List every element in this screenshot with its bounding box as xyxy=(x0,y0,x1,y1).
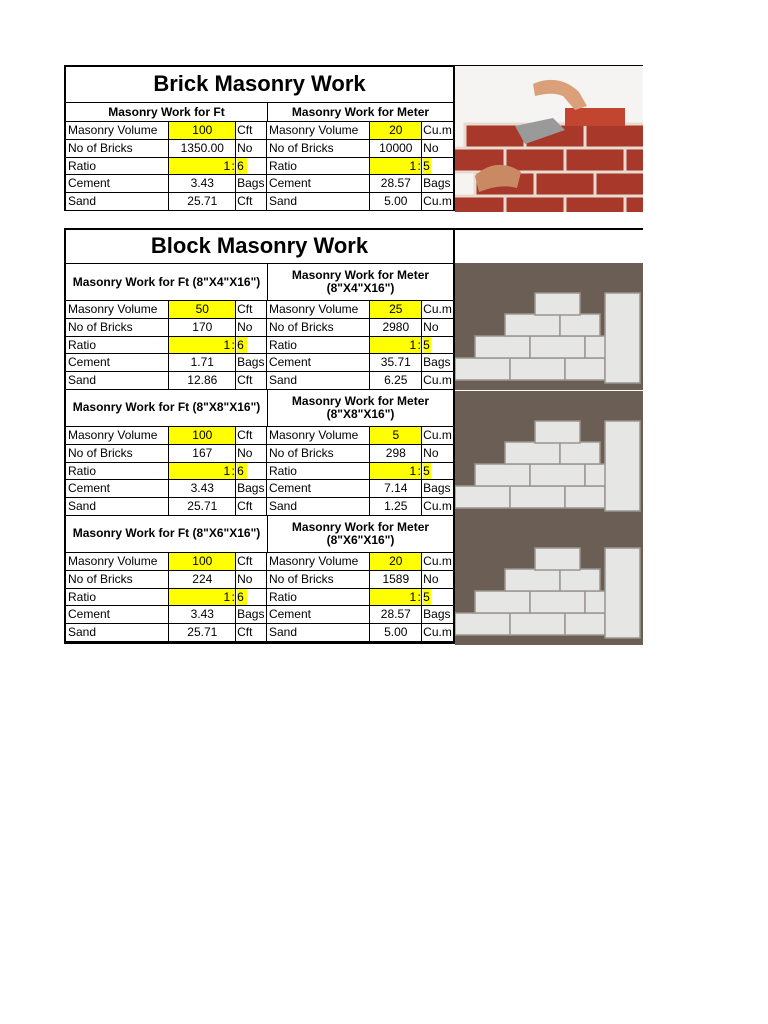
ratio-ft-sand-cell[interactable] xyxy=(236,337,267,354)
unit-ft: No xyxy=(236,571,267,588)
ratio-ft-cement-part[interactable]: 1 xyxy=(223,463,231,478)
unit-ft: Bags xyxy=(236,606,267,623)
row-label-meter: No of Bricks xyxy=(267,319,370,336)
ratio-ft-sand-part[interactable]: 6 xyxy=(237,337,247,354)
row-label: No of Bricks xyxy=(66,445,169,462)
table-row xyxy=(66,158,455,176)
table-row xyxy=(66,553,455,571)
ratio-meter-sand-part[interactable]: 5 xyxy=(423,337,430,352)
block-section-header xyxy=(66,264,455,301)
volume-ft-input[interactable]: 100 xyxy=(169,122,236,139)
value-meter: 28.57 xyxy=(370,175,422,192)
table-row xyxy=(66,498,455,516)
value-meter: 5.00 xyxy=(370,193,422,210)
unit-meter: Cu.m xyxy=(423,625,452,640)
value-ft: 25.71 xyxy=(169,193,236,210)
table-row xyxy=(66,122,455,140)
row-label-meter: Masonry Volume xyxy=(267,122,370,139)
unit-meter: Cu.m xyxy=(423,302,452,316)
table-row xyxy=(66,337,455,355)
table-row xyxy=(66,175,455,193)
value-meter: 10000 xyxy=(370,140,422,157)
ratio-ft-sand-cell[interactable] xyxy=(236,589,267,606)
unit-ft: Cft xyxy=(236,553,267,570)
ratio-ft-cell[interactable] xyxy=(169,158,236,175)
unit-meter: Cu.m xyxy=(423,373,452,388)
value-ft: 1.71 xyxy=(169,354,236,371)
unit-meter: Bags xyxy=(423,355,451,370)
value-meter: 2980 xyxy=(370,319,422,336)
ratio-label: Ratio xyxy=(66,337,169,354)
ratio-ft-cell[interactable] xyxy=(169,337,236,354)
row-label-meter: Cement xyxy=(267,354,370,371)
ratio-meter-sand-cell[interactable] xyxy=(422,158,453,175)
value-ft: 224 xyxy=(169,571,236,588)
ratio-label-meter: Ratio xyxy=(267,337,370,354)
unit-ft: Cft xyxy=(236,498,267,515)
unit-ft: No xyxy=(236,140,267,157)
volume-ft-input[interactable]: 100 xyxy=(169,553,236,570)
row-label-meter: Cement xyxy=(267,175,370,192)
row-label-meter: No of Bricks xyxy=(267,140,370,157)
ratio-meter-cell[interactable] xyxy=(370,337,422,354)
row-label-meter: Masonry Volume xyxy=(267,301,370,318)
value-ft: 25.71 xyxy=(169,498,236,515)
brick-meter-header: Masonry Work for Meter xyxy=(291,104,430,119)
ratio-separator: : xyxy=(231,589,235,604)
ratio-ft-sand-part[interactable]: 6 xyxy=(237,158,247,175)
ratio-separator: : xyxy=(231,337,235,352)
ratio-meter-sand-cell[interactable] xyxy=(422,337,453,354)
table-row xyxy=(66,606,455,624)
block-meter-header: Masonry Work for Meter (8"X4"X16") xyxy=(291,268,430,295)
value-meter: 6.25 xyxy=(370,372,422,389)
row-label-meter: No of Bricks xyxy=(267,445,370,462)
ratio-meter-sand-part[interactable]: 5 xyxy=(423,158,430,173)
ratio-meter-sand-part[interactable]: 5 xyxy=(423,589,430,604)
block-title: Block Masonry Work xyxy=(66,230,455,264)
row-label: Sand xyxy=(66,498,169,515)
unit-meter: No xyxy=(423,571,439,586)
brick-title: Brick Masonry Work xyxy=(66,67,455,103)
unit-meter: Cu.m xyxy=(423,123,452,137)
ratio-ft-cement-part[interactable]: 1 xyxy=(223,589,231,604)
block-wall-graphic-2 xyxy=(455,391,643,518)
row-label-meter: Cement xyxy=(267,606,370,623)
table-row xyxy=(66,624,455,642)
row-label-meter: Sand xyxy=(267,498,370,515)
row-label: Sand xyxy=(66,193,169,210)
ratio-separator: : xyxy=(417,337,421,352)
ratio-ft-sand-cell[interactable] xyxy=(236,158,267,175)
unit-meter: Cu.m xyxy=(423,553,452,568)
bricklaying-photo xyxy=(455,66,643,212)
bricklaying-photo-graphic xyxy=(455,66,643,212)
ratio-ft-sand-part[interactable]: 6 xyxy=(237,589,247,606)
row-label-meter: Sand xyxy=(267,624,370,641)
value-meter: 1589 xyxy=(370,571,422,588)
volume-meter-input[interactable]: 25 xyxy=(370,301,422,318)
block-ft-header: Masonry Work for Ft (8"X8"X16") xyxy=(66,390,268,426)
block-meter-header: Masonry Work for Meter (8"X6"X16") xyxy=(291,519,430,547)
ratio-ft-cement-part[interactable]: 1 xyxy=(223,158,231,173)
row-label: Cement xyxy=(66,606,169,623)
ratio-separator: : xyxy=(417,158,421,173)
value-meter: 298 xyxy=(370,445,422,462)
block-meter-header: Masonry Work for Meter (8"X8"X16") xyxy=(291,393,430,421)
unit-meter: No xyxy=(423,445,439,460)
unit-meter: Bags xyxy=(423,176,451,191)
ratio-label: Ratio xyxy=(66,589,169,606)
unit-meter: Cu.m xyxy=(423,499,452,514)
value-ft: 3.43 xyxy=(169,606,236,623)
block-wall-photo-2 xyxy=(455,391,643,518)
block-section-header xyxy=(66,390,455,427)
value-ft: 1350.00 xyxy=(169,140,236,157)
row-label: Sand xyxy=(66,624,169,641)
value-meter: 28.57 xyxy=(370,606,422,623)
value-ft: 12.86 xyxy=(169,372,236,389)
block-ft-header: Masonry Work for Ft (8"X4"X16") xyxy=(66,264,268,300)
row-label: Sand xyxy=(66,372,169,389)
unit-meter: Cu.m xyxy=(423,194,452,209)
table-row xyxy=(66,354,455,372)
block-wall-graphic-1 xyxy=(455,263,643,390)
table-row xyxy=(66,463,455,481)
unit-ft: Cft xyxy=(236,193,267,210)
ratio-meter-sand-cell[interactable] xyxy=(422,463,453,480)
ratio-separator: : xyxy=(231,158,235,173)
volume-ft-input[interactable]: 100 xyxy=(169,427,236,444)
ratio-separator: : xyxy=(417,589,421,604)
table-row xyxy=(66,319,455,337)
ratio-meter-sand-cell[interactable] xyxy=(422,589,453,606)
ratio-meter-cement-part[interactable]: 1 xyxy=(409,337,417,352)
value-ft: 170 xyxy=(169,319,236,336)
table-row xyxy=(66,445,455,463)
row-label-meter: Cement xyxy=(267,480,370,497)
unit-ft: Cft xyxy=(236,624,267,641)
table-row xyxy=(66,140,455,158)
ratio-meter-cell[interactable] xyxy=(370,589,422,606)
row-label-meter: No of Bricks xyxy=(267,571,370,588)
row-label: Masonry Volume xyxy=(66,553,169,570)
ratio-ft-cement-part[interactable]: 1 xyxy=(223,337,231,352)
block-ft-header: Masonry Work for Ft (8"X6"X16") xyxy=(66,516,268,552)
row-label: No of Bricks xyxy=(66,571,169,588)
unit-ft: Cft xyxy=(236,372,267,389)
unit-ft: Cft xyxy=(236,301,267,318)
ratio-meter-cell[interactable] xyxy=(370,463,422,480)
table-row xyxy=(66,372,455,390)
row-label-meter: Masonry Volume xyxy=(267,553,370,570)
row-label: Masonry Volume xyxy=(66,122,169,139)
ratio-label-meter: Ratio xyxy=(267,158,370,175)
unit-ft: Cft xyxy=(236,427,267,444)
value-ft: 167 xyxy=(169,445,236,462)
unit-meter: Cu.m xyxy=(423,427,452,442)
volume-meter-input[interactable]: 20 xyxy=(370,122,422,139)
row-label: Masonry Volume xyxy=(66,427,169,444)
value-meter: 5.00 xyxy=(370,624,422,641)
row-label: Cement xyxy=(66,480,169,497)
row-label-meter: Sand xyxy=(267,372,370,389)
ratio-label: Ratio xyxy=(66,463,169,480)
ratio-meter-cement-part[interactable]: 1 xyxy=(409,589,417,604)
block-wall-photo-1 xyxy=(455,263,643,390)
ratio-label: Ratio xyxy=(66,158,169,175)
brick-ft-header: Masonry Work for Ft xyxy=(66,103,268,121)
volume-meter-input[interactable]: 20 xyxy=(370,553,422,570)
table-row xyxy=(66,301,455,319)
table-row xyxy=(66,571,455,589)
ratio-label-meter: Ratio xyxy=(267,463,370,480)
row-label-meter: Sand xyxy=(267,193,370,210)
block-wall-graphic-3 xyxy=(455,518,643,645)
row-label: Cement xyxy=(66,175,169,192)
ratio-ft-sand-cell[interactable] xyxy=(236,463,267,480)
row-label-meter: Masonry Volume xyxy=(267,427,370,444)
block-section-header xyxy=(66,516,455,553)
table-row xyxy=(66,480,455,498)
ratio-ft-sand-part[interactable]: 6 xyxy=(237,463,247,480)
block-wall-photo-3 xyxy=(455,518,643,645)
unit-ft: Bags xyxy=(236,354,267,371)
unit-ft: No xyxy=(236,319,267,336)
ratio-label-meter: Ratio xyxy=(267,589,370,606)
value-meter: 7.14 xyxy=(370,480,422,497)
unit-meter: No xyxy=(423,140,439,155)
unit-ft: Bags xyxy=(236,175,267,192)
value-ft: 25.71 xyxy=(169,624,236,641)
row-label: No of Bricks xyxy=(66,140,169,157)
table-row xyxy=(66,589,455,607)
table-row xyxy=(66,193,455,211)
volume-ft-input[interactable]: 50 xyxy=(169,301,236,318)
unit-meter: Bags xyxy=(423,481,451,496)
ratio-separator: : xyxy=(231,463,235,478)
unit-ft: No xyxy=(236,445,267,462)
table-row xyxy=(66,427,455,445)
ratio-ft-cell[interactable] xyxy=(169,463,236,480)
unit-ft: Cft xyxy=(236,122,267,139)
row-label: Cement xyxy=(66,354,169,371)
ratio-meter-cell[interactable] xyxy=(370,158,422,175)
table-bottom-border xyxy=(66,642,455,644)
value-meter: 1.25 xyxy=(370,498,422,515)
value-meter: 35.71 xyxy=(370,354,422,371)
unit-ft: Bags xyxy=(236,480,267,497)
ratio-meter-cement-part[interactable]: 1 xyxy=(409,463,417,478)
unit-meter: No xyxy=(423,319,439,334)
ratio-meter-cement-part[interactable]: 1 xyxy=(409,158,417,173)
row-label: Masonry Volume xyxy=(66,301,169,318)
ratio-separator: : xyxy=(417,463,421,478)
ratio-meter-sand-part[interactable]: 5 xyxy=(423,463,430,478)
value-ft: 3.43 xyxy=(169,480,236,497)
ratio-ft-cell[interactable] xyxy=(169,589,236,606)
volume-meter-input[interactable]: 5 xyxy=(370,427,422,444)
unit-meter: Bags xyxy=(423,607,451,622)
row-label: No of Bricks xyxy=(66,319,169,336)
value-ft: 3.43 xyxy=(169,175,236,192)
